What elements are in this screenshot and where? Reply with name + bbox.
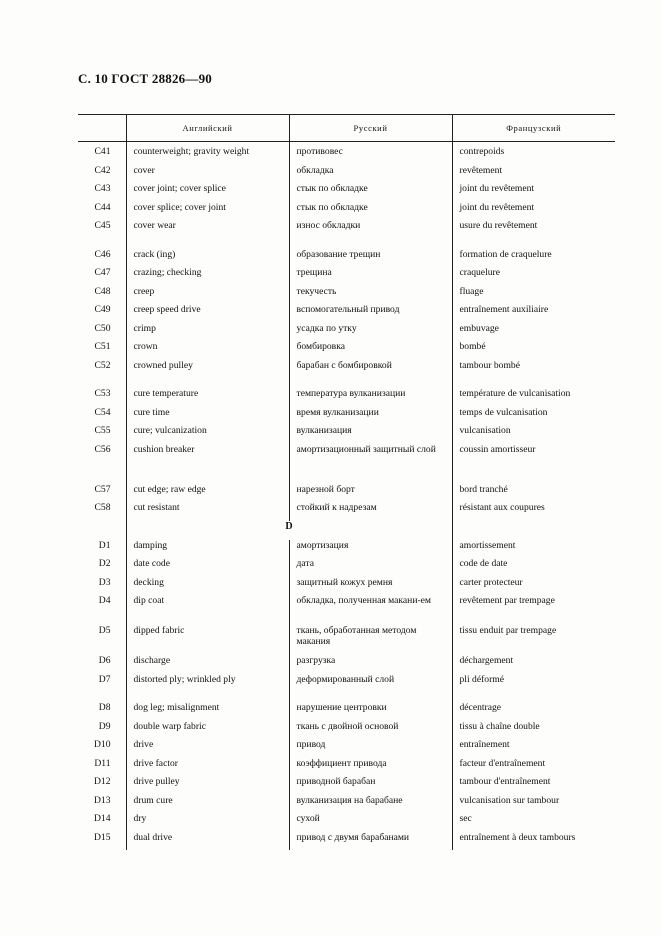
term-french: amortissement	[452, 540, 615, 559]
table-row	[78, 813, 615, 832]
table-row	[78, 625, 615, 655]
table-row	[78, 577, 615, 596]
table-row	[78, 540, 615, 559]
term-english: cut resistant	[126, 502, 289, 521]
term-french: embuvage	[452, 323, 615, 342]
term-english: distorted ply; wrinkled ply	[126, 674, 289, 693]
term-code: D13	[93, 794, 111, 806]
section-letter: D	[126, 521, 452, 540]
term-russian: вулканизация	[289, 425, 452, 444]
term-code: C52	[94, 359, 111, 371]
term-russian: нарушение центровки	[289, 692, 452, 721]
term-code: C58	[94, 502, 111, 513]
term-english: cover	[126, 165, 289, 184]
term-code: C49	[94, 304, 111, 315]
term-english: dip coat	[126, 595, 289, 625]
term-english: cure; vulcanization	[126, 425, 289, 444]
term-russian: амортизация	[289, 540, 452, 559]
term-code: D1	[98, 539, 111, 551]
term-russian: коэффициент привода	[289, 758, 452, 777]
term-english: drive pulley	[126, 776, 289, 795]
term-english: cure temperature	[126, 378, 289, 407]
section-letter-row	[78, 521, 615, 540]
term-french: revêtement par trempage	[452, 595, 615, 625]
term-english: decking	[126, 577, 289, 596]
term-code: D10	[93, 739, 111, 750]
term-russian: бомбировка	[289, 341, 452, 360]
term-french: entraînement à deux tambours	[452, 832, 615, 851]
term-russian: образование трещин	[289, 239, 452, 268]
table-row	[78, 795, 615, 814]
term-code: D15	[93, 831, 111, 843]
term-russian: износ обкладки	[289, 220, 452, 239]
term-code: C56	[94, 443, 111, 455]
table-row	[78, 721, 615, 740]
term-russian: текучесть	[289, 286, 452, 305]
term-russian: температура вулканизации	[289, 378, 452, 407]
term-code: C53	[94, 388, 111, 399]
term-russian: стык по обкладке	[289, 183, 452, 202]
table-row	[78, 758, 615, 777]
term-russian: привод с двумя барабанами	[289, 832, 452, 851]
table-row	[78, 220, 615, 239]
table-row	[78, 202, 615, 221]
term-code: C55	[94, 425, 111, 436]
table-row	[78, 341, 615, 360]
term-english: discharge	[126, 655, 289, 674]
term-russian: трещина	[289, 267, 452, 286]
term-english: crowned pulley	[126, 360, 289, 379]
term-code: C50	[94, 322, 111, 334]
term-english: dipped fabric	[126, 625, 289, 655]
term-french: temps de vulcanisation	[452, 407, 615, 426]
term-russian: нарезной борт	[289, 474, 452, 503]
table-row	[78, 674, 615, 693]
term-code: C43	[94, 183, 111, 194]
term-french: vulcanisation	[452, 425, 615, 444]
term-code: D3	[98, 576, 111, 588]
page-title: С. 10 ГОСТ 28826—90	[78, 71, 212, 86]
term-code: D11	[94, 757, 111, 769]
table-row	[78, 739, 615, 758]
table-header-row	[78, 115, 615, 142]
term-code: D2	[98, 558, 111, 569]
table-row	[78, 360, 615, 379]
term-english: cover wear	[126, 220, 289, 239]
term-russian: обкладка	[289, 165, 452, 184]
term-russian: стык по обкладке	[289, 202, 452, 221]
term-french: code de date	[452, 558, 615, 577]
table-row	[78, 425, 615, 444]
term-code: C41	[94, 146, 111, 157]
column-header-russian: Русский	[289, 115, 452, 142]
term-code: C42	[94, 164, 111, 176]
term-french: tambour d'entraînement	[452, 776, 615, 795]
table-row	[78, 502, 615, 521]
table-row	[78, 267, 615, 286]
term-french: pli déformé	[452, 674, 615, 693]
term-french: résistant aux coupures	[452, 502, 615, 521]
term-english: date code	[126, 558, 289, 577]
term-russian: защитный кожух ремня	[289, 577, 452, 596]
term-russian: привод	[289, 739, 452, 758]
term-russian: приводной барабан	[289, 776, 452, 795]
term-french: formation de craquelure	[452, 239, 615, 268]
term-english: creep speed drive	[126, 304, 289, 323]
term-code: D5	[98, 625, 111, 636]
term-code: C45	[94, 220, 111, 231]
term-french: fluage	[452, 286, 615, 305]
table-row	[78, 165, 615, 184]
table-body	[78, 142, 615, 851]
glossary-table-container	[78, 114, 615, 850]
table-row	[78, 692, 615, 721]
term-russian: вспомогательный привод	[289, 304, 452, 323]
term-french: coussin amortisseur	[452, 444, 615, 474]
term-french: température de vulcanisation	[452, 378, 615, 407]
term-code: D4	[98, 595, 111, 606]
term-code: D8	[98, 702, 111, 713]
term-code: D6	[98, 655, 111, 666]
term-english: dry	[126, 813, 289, 832]
term-english: creep	[126, 286, 289, 305]
term-french: contrepoids	[452, 142, 615, 165]
term-french: entraînement auxiliaire	[452, 304, 615, 323]
table-row	[78, 776, 615, 795]
term-code: D12	[93, 776, 111, 787]
term-french: décentrage	[452, 692, 615, 721]
term-russian: дата	[289, 558, 452, 577]
term-french: déchargement	[452, 655, 615, 674]
term-french: sec	[452, 813, 615, 832]
term-english: drive factor	[126, 758, 289, 777]
term-english: double warp fabric	[126, 721, 289, 740]
term-french: facteur d'entraînement	[452, 758, 615, 777]
table-row	[78, 474, 615, 503]
term-french: vulcanisation sur tambour	[452, 795, 615, 814]
term-english: drive	[126, 739, 289, 758]
term-english: crazing; checking	[126, 267, 289, 286]
term-english: dual drive	[126, 832, 289, 851]
column-header-english: Английский	[126, 115, 289, 142]
term-russian: разгрузка	[289, 655, 452, 674]
table-row	[78, 655, 615, 674]
term-russian: деформированный слой	[289, 674, 452, 693]
term-english: cure time	[126, 407, 289, 426]
term-english: crack (ing)	[126, 239, 289, 268]
term-french: tissu à chaîne double	[452, 721, 615, 740]
term-russian: усадка по утку	[289, 323, 452, 342]
term-code: C51	[94, 341, 111, 352]
table-row	[78, 378, 615, 407]
table-row	[78, 239, 615, 268]
term-french: tambour bombé	[452, 360, 615, 379]
term-french: entraînement	[452, 739, 615, 758]
term-french: usure du revêtement	[452, 220, 615, 239]
term-french: carter protecteur	[452, 577, 615, 596]
table-row	[78, 304, 615, 323]
term-english: counterweight; gravity weight	[126, 142, 289, 165]
term-english: crimp	[126, 323, 289, 342]
table-row	[78, 595, 615, 625]
term-french: joint du revêtement	[452, 183, 615, 202]
table-row	[78, 444, 615, 474]
table-row	[78, 407, 615, 426]
table-row	[78, 832, 615, 851]
table-row	[78, 558, 615, 577]
term-code: D7	[98, 673, 111, 685]
term-russian: барабан с бомбировкой	[289, 360, 452, 379]
term-russian: противовес	[289, 142, 452, 165]
term-english: cover splice; cover joint	[126, 202, 289, 221]
term-code: C54	[94, 406, 111, 418]
term-russian: сухой	[289, 813, 452, 832]
term-russian: ткань с двойной основой	[289, 721, 452, 740]
term-code: C47	[94, 267, 111, 278]
table-row	[78, 323, 615, 342]
term-english: damping	[126, 540, 289, 559]
term-code: C57	[94, 483, 111, 495]
term-french: revêtement	[452, 165, 615, 184]
term-russian: вулканизация на барабане	[289, 795, 452, 814]
term-french: craquelure	[452, 267, 615, 286]
term-english: dog leg; misalignment	[126, 692, 289, 721]
term-code: C48	[94, 285, 111, 297]
term-russian: обкладка, полученная макани-ем	[289, 595, 452, 625]
term-french: tissu enduit par trempage	[452, 625, 615, 655]
term-english: drum cure	[126, 795, 289, 814]
column-header-french: Французский	[452, 115, 615, 142]
term-english: cover joint; cover splice	[126, 183, 289, 202]
table-row	[78, 286, 615, 305]
term-french: joint du revêtement	[452, 202, 615, 221]
term-code: C44	[94, 201, 111, 213]
column-header-code	[78, 115, 126, 142]
term-french: bombé	[452, 341, 615, 360]
section-letter-spacer	[78, 521, 126, 540]
term-russian: время вулканизации	[289, 407, 452, 426]
term-english: cushion breaker	[126, 444, 289, 474]
table-row	[78, 183, 615, 202]
term-english: crown	[126, 341, 289, 360]
table-row	[78, 142, 615, 165]
term-english: cut edge; raw edge	[126, 474, 289, 503]
glossary-table	[78, 114, 615, 850]
term-russian: стойкий к надрезам	[289, 502, 452, 521]
section-letter-spacer	[452, 521, 615, 540]
term-code: D9	[98, 720, 111, 732]
term-russian: ткань, обработанная методом макания	[289, 625, 452, 655]
term-russian: амортизационный защитный слой	[289, 444, 452, 474]
term-french: bord tranché	[452, 474, 615, 503]
term-code: D14	[93, 813, 111, 824]
term-code: C46	[94, 248, 111, 260]
